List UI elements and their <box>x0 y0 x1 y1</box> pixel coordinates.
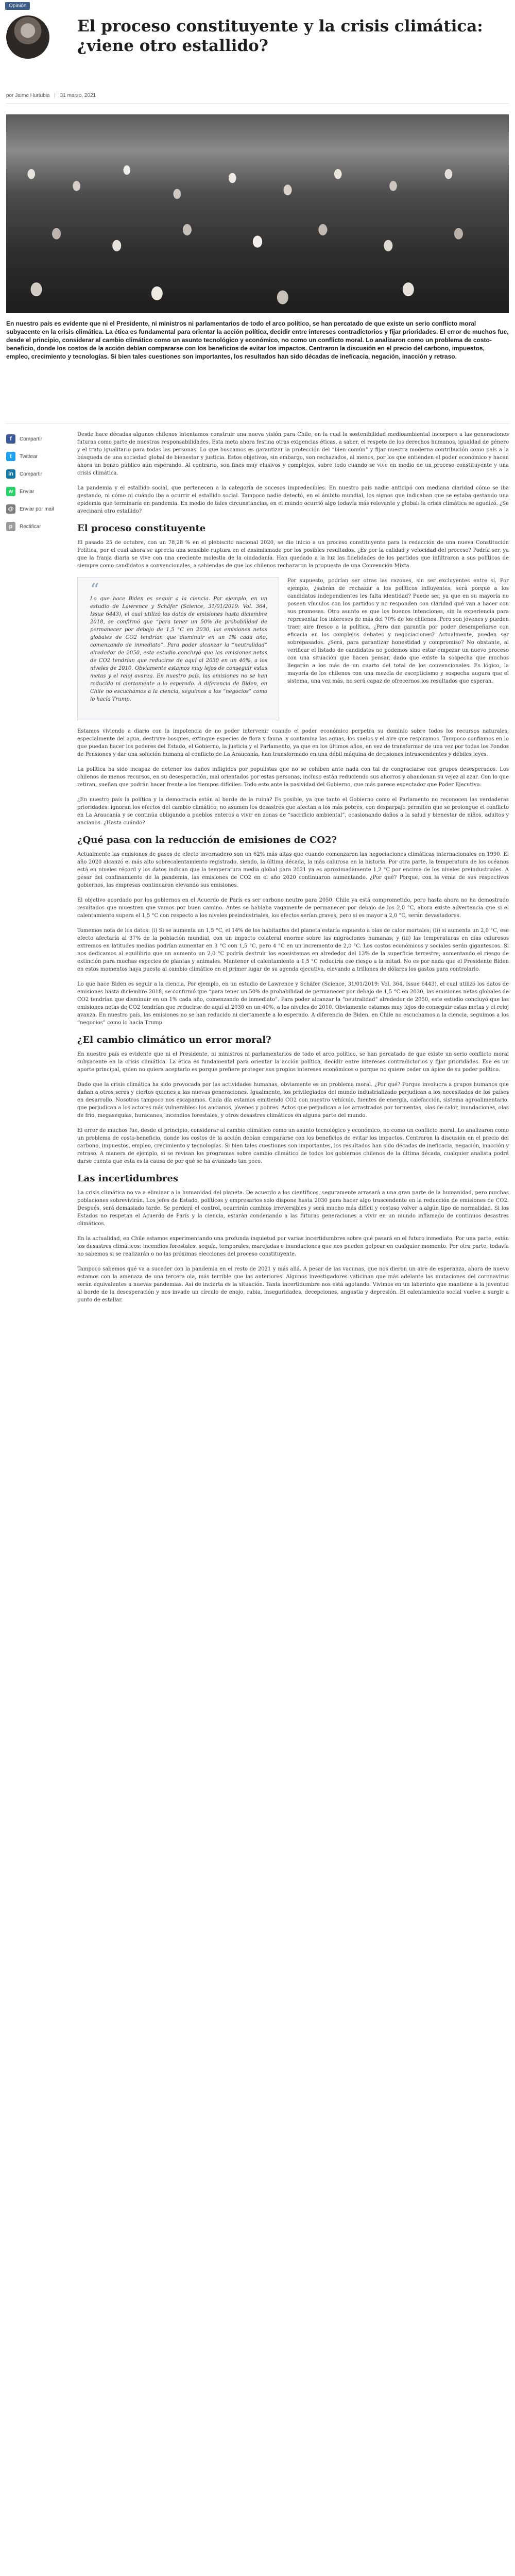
share-bar <box>6 433 68 538</box>
section-heading: Las incertidumbres <box>77 1173 179 1184</box>
paragraph: La política ha sido incapaz de detener los daños infligidos por populistas que no se cohíben ante nada con tal de congraciarse con grupos desesperados. Los chilenos de menos recursos, en su desesperación, mal orientados por estas personas, incluso están reduciendo sus ahorros y abandonan su vejez al azar. Con lo que retiran, sueñan que podrán hacer frente a los tiempos difíciles. Todo esto ante la pasividad del Gobierno, que más parece espectador que Poder Ejecutivo. <box>77 767 509 788</box>
paragraph: Por supuesto, podrían ser otras las razones, sin ser excluyentes entre sí. Por ejemplo, ¿sabrán de rechazar a los políticos influyentes, será porque a los candidatos independientes les falta identidad? Puede ser, ya que en su mayoría no poseen vínculos con los partidos y no responden con claridad qué van a hacer con sus promesas. Otro asunto es que los buenos intenciones, sin la experiencia para representar los intereses de más del 70% de los chilenos. Pero son jóvenes y pueden traer aire fresco a la política. ¿Pero dan garantía por poder desempeñarse con eficacia en los complejos debates y negociaciones? Actualmente, pueden ser sobrepasados. ¿Será, para garantizar honestidad y compromiso? No obstante, al verificar el listado de candidatos no podemos sino estar empezar un nuevo proceso con una situación que hacen pensar, dado que existe la sospecha que muchos llegarán a los más de un cuarto del total de los convencionales. Es lógico, la mayoría de los chilenos con una mezcla de escepticismo y sospecha augura que el sistema, una vez más, no será capaz de ofrecernos los resultados que esperan. <box>287 578 509 684</box>
whatsapp-icon: w <box>6 487 15 496</box>
crowd-photo-icon <box>6 114 509 313</box>
email-icon: @ <box>6 504 15 514</box>
linkedin-icon: in <box>6 469 15 479</box>
paragraph: El objetivo acordado por los gobiernos en el Acuerdo de París es ser carbono neutro para 2050. Chile ya está comprometido, pero hasta ahora no ha demostrado resultados que muestren que vamos por buen camino. Antes se hablaba vagamente de permanecer por debajo de los 2,0 °C, ahora existe advertencia que si el calentamiento supera el 1,5 °C con respecto a los niveles preindustriales, los efectos serían graves, pero si es mayor a 2,0 °C, serán devastadores. <box>77 897 509 919</box>
category-badge[interactable]: Opinión <box>5 2 30 10</box>
paragraph: Desde hace décadas algunos chilenos intentamos construir una nueva visión para Chile, en la cual la sostenibilidad medioambiental incorpore a las generaciones futuras como parte de nuestras responsabilidades. Esta meta ahora festina otras exigencias éticas, a saber, el respeto de los derechos humanos, igualdad de género y el trato igualitario para todas las personas. Lo que buscamos es garantizar la protección del “bien común” y fijar nuestra moderna contribución como país a la búsqueda de una sociedad global de bienestar y justicia. Estos objetivos, sin embargo, son rechazados, al menos, por los que entienden el poder económico y hacen ahora un bonzo público aún esperando. Al contrario, son fines muy elusivos y complejos, sobre todo cuando se vive en medio de un proceso constituyente y una crisis climática. <box>77 432 509 476</box>
top-bar <box>0 0 515 13</box>
paragraph: Tomemos nota de los datos: (i) Si se aumenta un 1,5 °C, el 14% de los habitantes del planeta estaría expuesto a olas de calor mortales; (ii) si aumenta un 2,0 °C, ese efecto afectaría al 37% de la población mundial, con un impacto colateral enorme sobre las migraciones humanas; y (iii) las temperaturas en días calurosos extremos en latitudes medias podrían aumentar en 3 °C con 1,5 °C, pero 4 °C en un incremento de 2,0 °C. Los costos económicos y sociales serán gigantescos. Si nos dedicamos al equilibrio que un aumento un 2,0 °C podría destruir los ecosistemas en alrededor del 13% de la superficie terrestre, aumentando el riesgo de extinción para muchas especies de plantas y animales. Mantener el calentamiento a 1,5 °C reduciría ese riesgo a la mitad. No es por nada que el Presidente Biden en estos momentos haya puesto al cambio climático en el primer lugar de su agenda ejecutiva, elevando a trillones de dólares los gastos para controlarlo. <box>77 928 509 972</box>
quote-mark-icon: “ <box>90 580 99 600</box>
share-whatsapp[interactable] <box>6 485 68 498</box>
author-name[interactable]: por Jaime Hurtubia <box>6 93 50 98</box>
share-print[interactable] <box>6 520 68 533</box>
paragraph: Lo que hace Biden es seguir a la ciencia. Por ejemplo, en un estudio de Lawrence y Schäfer (Science, 31/01/2019: Vol. 364, Issue 6443), el cual utilizó los datos de emisiones hasta diciembre 2018, se confirmó que “para tener un 50% de probabilidad de permanecer por debajo de 1,5 °C en 2030, las emisiones netas globales de CO2 tendrían que disminuir en un 1% cada año, comenzando de inmediato”. Para poder alcanzar la “neutralidad” alrededor de 2050, este estudio concluyó que las emisiones netas de CO2 tendrían que reducirse de aquí al 2030 en un 40%, a los niveles de 2010. Obviamente estamos muy lejos de conseguir estas metas y el reloj avanza. En nuestro país, las emisiones no se han reducido ni ciertamente a lo esperado. A diferencia de Biden, en Chile no escuchamos a la ciencia, seguimos a los “negocios” como lo hacía Trump. <box>77 981 509 1026</box>
share-facebook[interactable] <box>6 433 68 445</box>
print-icon: p <box>6 522 15 531</box>
paragraph: Tampoco sabemos qué va a suceder con la pandemia en el resto de 2021 y más allá. A pesar de las vacunas, que nos dieron un aire de esperanza, ahora de nuevo estamos con la amenaza de una tercera ola, más terrible que las anteriores. Algunos investigadores vaticinan que más adelante las mutaciones del coronavirus serán equivalentes a nuevas pandemias. Así de incierta es la situación. Tanta incertidumbre nos está agotando. Vivimos en un laberinto que mantiene a la juventud al borde de la desesperación y nos invade un círculo de enojo, rabia, inseguridades, decepciones, angustia y depresión. El calentamiento social vuelve a surgir a punto de estallar. <box>77 1266 509 1303</box>
share-linkedin[interactable] <box>6 468 68 480</box>
paragraph: Estamos viviendo a diario con la impotencia de no poder intervenir cuando el poder económico perpetra su dominio sobre todos los recursos naturales, especialmente del agua, destruye bosques, extingue especies de flora y fauna, y contamina las aguas, los suelos y el aire que respiramos. Tampoco confiamos en lo que puedan hacer los poderes del Estado, el Gobierno, la justicia y el Parlamento, ya que en los últimos años, en vez de transformar de una vez por todas los Fondos de Pensiones y dar una solución humana al conflicto de La Araucanía, han transformado en una débil máquina de decisiones intrascendentes y débiles leyes. <box>77 728 509 757</box>
section-heading: ¿Qué pasa con la reducción de emisiones de CO2? <box>77 835 337 845</box>
twitter-icon: t <box>6 452 15 461</box>
section-heading: El proceso constituyente <box>77 523 206 534</box>
pull-quote <box>77 577 279 720</box>
section-heading: ¿El cambio climático un error moral? <box>77 1035 271 1045</box>
quote-side-column <box>287 577 509 720</box>
paragraph: La pandemia y el estallido social, que pertenecen a la categoría de sucesos impredecibles. En nuestro país nadie anticipó con mediana claridad cómo se iba gestando, ni cómo ni cuándo iba a ocurrir el estallido social. Tampoco nadie detectó, en el ámbito mundial, los signos que indicaban que se estaba gestando una epidemia que terminaría en pandemia. En medio de tales circunstancias, en el mundo ocurrió algo todavía más relevante y global: la crisis climática se agudizó. ¿Se avecinará otro estallido? <box>77 485 509 514</box>
article-title: El proceso constituyente y la crisis climática: ¿viene otro estallido? <box>77 17 483 55</box>
byline <box>6 93 96 98</box>
header-divider <box>6 103 509 104</box>
paragraph: ¿En nuestro país la política y la democracia están al borde de la ruina? Es posible, ya que tanto el Gobierno como el Parlamento no reconocen las verdaderas prioridades: ignoran los efectos del cambio climático, no asumen los desastres que afectan a los más pobres, con desparpajo permiten que se prolongue el conflicto en La Araucanía y se continúa obligando a pueblos enteros a vivir en zonas de “sacrificio ambiental”, ocasionando daños a la salud y bienestar de niños, adultos y ancianos. ¿Hasta cuándo? <box>77 797 509 826</box>
paragraph: Dado que la crisis climática ha sido provocada por las actividades humanas, obviamente es un problema moral. ¿Por qué? Porque involucra a grupos humanos que dañan a otros seres y ciertos quienes a las nuevas generaciones. Igualmente, los privilegiados del mundo industrializado perjudican a los necesitados de los países en desarrollo. Nosotros tampoco nos escapamos. Cada día estamos emitiendo CO2 con nuestro vehículo, fuentes de energía, calefacción, sistema agroalimentario, que perjudican a los actores más vulnerables: los ancianos, jóvenes y pobres. Actos que perjudican a los arrastrados por tormentas, olas de calor, inundaciones, olas de frío, megasequías, huracanes, incendios forestales, y otros desastres climáticos en alguna parte del mundo. <box>77 1082 509 1118</box>
paragraph: Actualmente las emisiones de gases de efecto invernadero son un 62% más altas que cuando comenzaron las negociaciones climáticas internacionales en 1990. El año 2020 alcanzó el más alto sobrecalentamiento registrado, siendo, la última década, la más calurosa en la historia. Por otra parte, la temperatura de los océanos está en niveles récord y los datos indican que la temperatura media global para 2021 ya es aproximadamente 1,2 °C por encima de los niveles preindustriales. A pesar del confinamiento de la pandemia, las emisiones de CO2 en el año 2020 continuaron aumentando. ¿Por qué? Porque, con la venia de sus respectivos gobiernos, las empresas continuaron elevando sus emisiones. <box>77 852 509 888</box>
share-email[interactable] <box>6 503 68 515</box>
share-label: Compartir <box>20 436 42 442</box>
share-label: Rectificar <box>20 523 41 530</box>
quote-section <box>77 577 509 720</box>
paragraph: En nuestro país es evidente que ni el Presidente, ni ministros ni parlamentarios de todo el arco político, se han percatado de que existe un serio conflicto moral subyacente en la crisis climática. La ética es fundamental para orientar la acción política, decidir entre intereses contradictorios y fijar prioridades. Ese es un aporte principal, quien no quiera aceptarlo es porque prefiere proteger sus propios intereses económicos o porque no quiere ceder un ápice de su poder político. <box>77 1052 509 1073</box>
publish-date: 31 marzo, 2021 <box>60 93 96 98</box>
paragraph: La crisis climática no va a eliminar a la humanidad del planeta. De acuerdo a los científicos, seguramente arrasará a una gran parte de la humanidad, pero muchas poblaciones sobrevivirán. Los jefes de Estado, políticos y empresarios solo dispone hasta 2030 para hacer algo trascendente en la reducción de emisiones de CO2. Después, será demasiado tarde. Se perderá el control, ocurrirán cambios irreversibles y será mucho más difícil y costoso volver a algún tipo de normalidad. Si los Estados no respetan el Acuerdo de París y la ciencia, estarán condenando a las futuras generaciones a vivir en un mundo inflamado de continuos desastres climáticos. <box>77 1190 509 1227</box>
share-label: Twittear <box>20 453 38 460</box>
hero-image <box>6 114 509 313</box>
share-label: Enviar por mail <box>20 506 54 512</box>
pull-quote-text: Lo que hace Biden es seguir a la ciencia. Por ejemplo, en un estudio de Lawrence y Schäfer (Science, 31/01/2019: Vol. 364, Issue 6443), el cual utilizó los datos de emisiones hasta diciembre 2018, se confirmó que “para tener un 50% de probabilidad de permanecer por debajo de 1,5 °C en 2030, las emisiones netas globales de CO2 tendrían que disminuir en un 1% cada año, comenzando de inmediato”. Para poder alcanzar la “neutralidad” alrededor de 2050, este estudio concluyó que las emisiones netas de CO2 tendrían que reducirse de aquí al 2030 en un 40%, a los niveles de 2010. Obviamente estamos muy lejos de conseguir estas metas y el reloj avanza. En nuestro país, las emisiones no se han reducido ni ciertamente a lo esperado. A diferencia de Biden, en Chile no escuchamos a la ciencia, seguimos a los “negocios” como lo hacía Trump. <box>90 596 267 702</box>
paragraph: En la actualidad, en Chile estamos experimentando una profunda inquietud por varias incertidumbres sobre qué pasará en el futuro inmediato. Por una parte, están los desastres climáticos: incendios forestales, sequía, temporales, marejadas e inundaciones que nos pueden golpear en cualquier momento. Por otra parte, todavía no sabemos si se realizarán o no las próximas elecciones del proceso constituyente. <box>77 1236 509 1257</box>
paragraph: El pasado 25 de octubre, con un 78,28 % en el plebiscito nacional 2020, se dio inicio a un proceso constituyente para la redacción de una nueva Constitución Política, por el cual ahora se aprecia una sensible ruptura en el ensimismado por los posibles resultados. ¿Es por la calidad y velocidad del proceso? Podría ser, ya que la franja diaria se vive con una creciente molestia de la ciudadanía. Han quedado a la luz las fidelidades de los partidos que infiltraron a sus políticos de siempre como candidatos a convencionales, a sabiendas de que los chilenos rechazaron la propuesta de una Convención Mixta. <box>77 540 509 569</box>
facebook-icon: f <box>6 434 15 444</box>
article-lead: En nuestro país es evidente que ni el Presidente, ni ministros ni parlamentarios de todo el arco político, se han percatado de que existe un serio conflicto moral subyacente en la crisis climática. La ética es fundamental para orientar la acción política, decidir entre intereses contradictorios y fijar prioridades. El error de muchos fue, desde el principio, considerar al cambio climático como un asunto tecnológico y económico, no como un conflicto moral. Lo analizaron como un problema de costo-beneficio, donde los costos de la acción debían compararse con los beneficios de evitar los impactos. Centraron la discusión en el precio del carbono, impuestos, empleo, crecimiento y tecnologías. Si bien tales cuestiones son importantes, los resultados han sido décadas de ineficacia, negación, inacción y retraso. <box>6 320 509 360</box>
author-avatar[interactable] <box>6 15 49 59</box>
paragraph: El error de muchos fue, desde el principio, considerar al cambio climático como un asunto tecnológico y económico, no como un conflicto moral. Lo analizaron como un problema de costo-beneficio, donde los costos de la acción debían compararse con los beneficios de evitar los impactos. Centraron la discusión en el precio del carbono, impuestos, empleo, crecimiento y tecnologías. Si bien tales cuestiones son importantes, los resultados han sido décadas de ineficacia, negación, inacción y retraso. A manera de ejemplo, si se revisan los programas sobre cambio climático de todos los gobiernos chilenos de la última década, cualquier analista podrá darse cuenta que esta es la causa de por qué se ha avanzado tan poco. <box>77 1128 509 1164</box>
article-header <box>0 13 515 70</box>
share-label: Compartir <box>20 471 42 477</box>
byline-separator: | <box>54 93 56 98</box>
lead-divider <box>6 423 509 424</box>
share-twitter[interactable] <box>6 450 68 463</box>
share-label: Enviar <box>20 488 35 495</box>
article-body <box>77 431 509 1311</box>
